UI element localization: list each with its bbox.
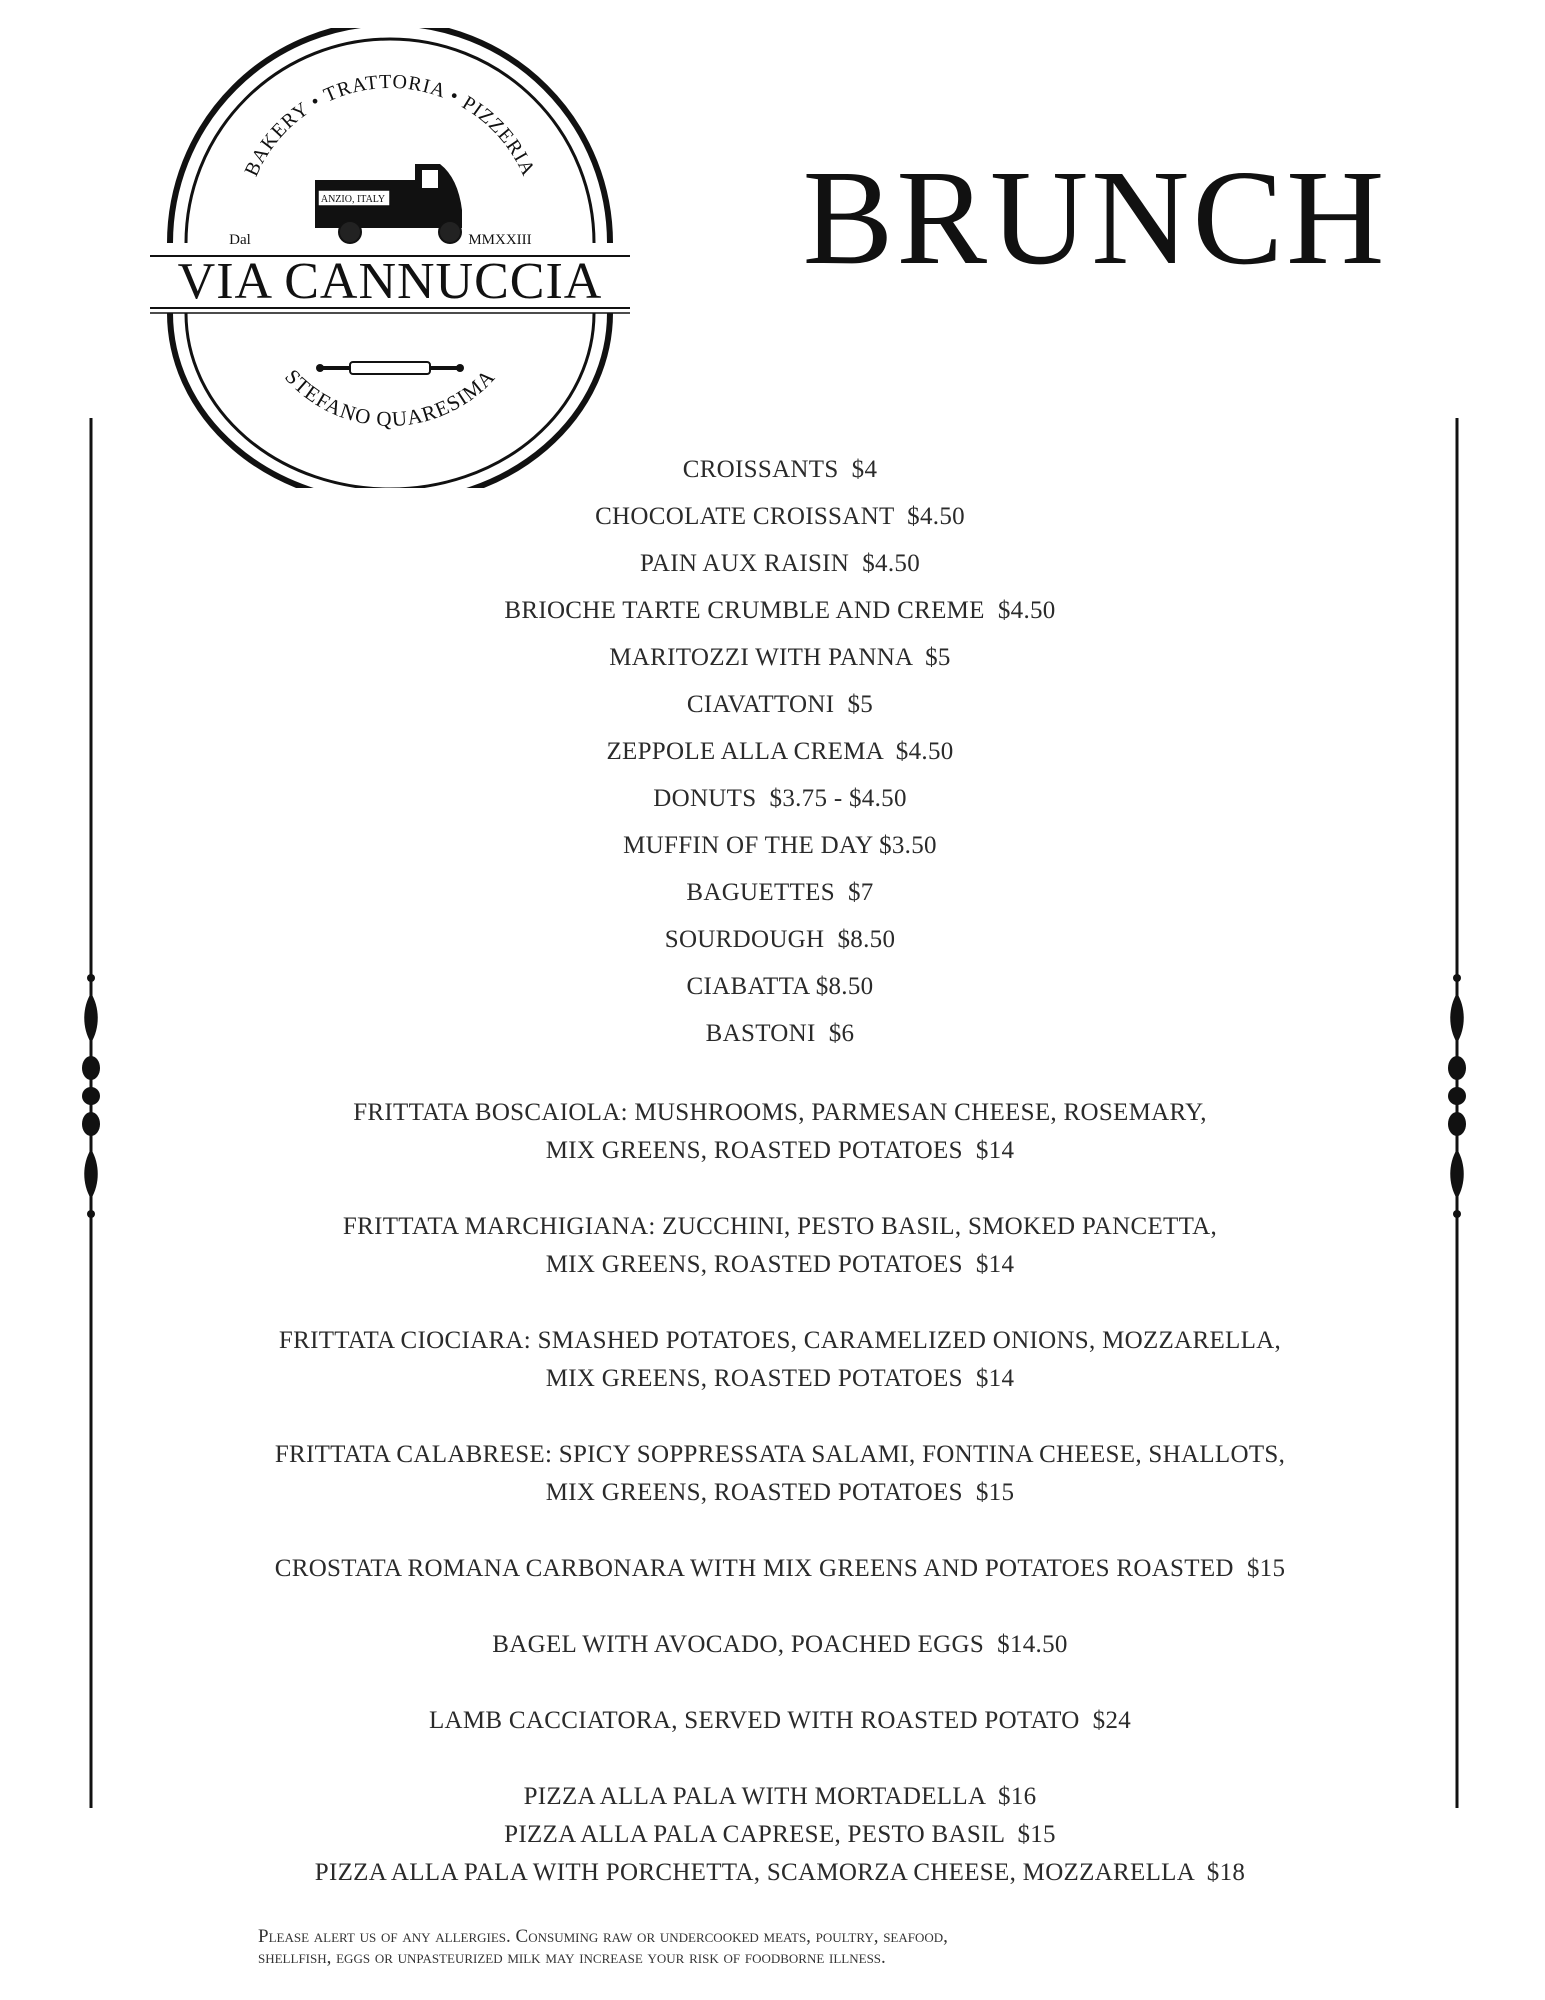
menu-item: CIAVATTONI $5	[686, 691, 874, 718]
truck-sign-text: ANZIO, ITALY	[320, 194, 386, 205]
menu-item: PIZZA ALLA PALA CAPRESE, PESTO BASIL $15	[504, 1821, 1056, 1848]
menu-item: CIABATTA $8.50	[686, 973, 874, 1000]
frittata-item	[120, 1208, 1440, 1284]
page-title: BRUNCH	[802, 143, 1388, 293]
frittata-line: FRITTATA BOSCAIOLA: MUSHROOMS, PARMESAN CHEESE, ROSEMARY,	[353, 1099, 1207, 1126]
pizza-list	[120, 1778, 1440, 1892]
frittata-line: MIX GREENS, ROASTED POTATOES $15	[545, 1479, 1015, 1506]
logo-since-left: Dal	[229, 232, 251, 248]
menu-item: BRIOCHE TARTE CRUMBLE AND CREME $4.50	[504, 597, 1056, 624]
allergy-disclaimer	[258, 1926, 1308, 1968]
bakery-list	[120, 446, 1440, 1057]
right-ornamental-rail	[1442, 418, 1472, 1808]
menu-item: PIZZA ALLA PALA WITH MORTADELLA $16	[523, 1783, 1037, 1810]
menu-item: BASTONI $6	[705, 1020, 855, 1047]
frittata-line: MIX GREENS, ROASTED POTATOES $14	[545, 1251, 1015, 1278]
menu-item: DONUTS $3.75 - $4.50	[653, 785, 907, 812]
menu-item: LAMB CACCIATORA, SERVED WITH ROASTED POTATO $24	[428, 1707, 1132, 1734]
menu-item: CROISSANTS $4	[682, 456, 878, 483]
disclaimer-line: shellfish, eggs or unpasteurized milk may increase your risk of foodborne illness.	[258, 1947, 886, 1968]
left-ornamental-rail	[76, 418, 106, 1808]
frittata-line: MIX GREENS, ROASTED POTATOES $14	[545, 1137, 1015, 1164]
frittata-item	[120, 1436, 1440, 1512]
menu-item: BAGUETTES $7	[686, 879, 874, 906]
frittata-item	[120, 1094, 1440, 1170]
menu-item: ZEPPOLE ALLA CREMA $4.50	[606, 738, 954, 765]
frittata-item	[120, 1322, 1440, 1398]
menu-item: SOURDOUGH $8.50	[664, 926, 896, 953]
menu-item: MARITOZZI WITH PANNA $5	[609, 644, 951, 671]
menu-item: MUFFIN OF THE DAY $3.50	[623, 832, 937, 859]
brunch-menu	[120, 446, 1440, 1892]
frittata-line: FRITTATA CALABRESE: SPICY SOPPRESSATA SALAMI, FONTINA CHEESE, SHALLOTS,	[274, 1441, 1286, 1468]
logo-since-right: MMXXIII	[468, 232, 532, 248]
logo-brand: VIA CANNUCCIA	[177, 253, 603, 310]
via-cannuccia-logo	[140, 28, 640, 488]
frittata-line: FRITTATA MARCHIGIANA: ZUCCHINI, PESTO BASIL, SMOKED PANCETTA,	[342, 1213, 1218, 1240]
logo-arc-top: BAKERY • TRATTORIA • PIZZERIA	[240, 70, 540, 180]
menu-item: CHOCOLATE CROISSANT $4.50	[595, 503, 965, 530]
rolling-pin-icon	[316, 362, 464, 374]
logo-arc-bottom: STEFANO QUARESIMA	[280, 364, 500, 432]
menu-item: PIZZA ALLA PALA WITH PORCHETTA, SCAMORZA CHEESE, MOZZARELLA $18	[314, 1859, 1246, 1886]
menu-item: PAIN AUX RAISIN $4.50	[639, 550, 920, 577]
frittata-line: FRITTATA CIOCIARA: SMASHED POTATOES, CARAMELIZED ONIONS, MOZZARELLA,	[278, 1327, 1282, 1354]
menu-item: CROSTATA ROMANA CARBONARA WITH MIX GREENS AND POTATOES ROASTED $15	[274, 1555, 1286, 1582]
disclaimer-line: Please alert us of any allergies. Consuming raw or undercooked meats, poultry, seafood,	[258, 1926, 948, 1947]
menu-item: BAGEL WITH AVOCADO, POACHED EGGS $14.50	[492, 1631, 1068, 1658]
frittata-line: MIX GREENS, ROASTED POTATOES $14	[545, 1365, 1015, 1392]
